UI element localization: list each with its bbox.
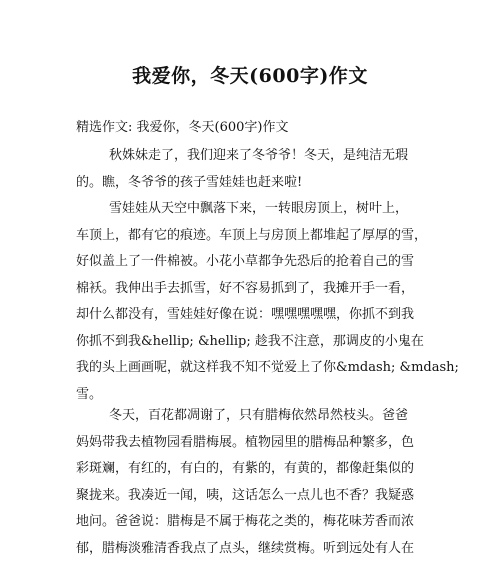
paragraph-3 <box>76 403 436 562</box>
paragraph-line: 好似盖上了一件棉被。小花小草都争先恐后的抢着自己的雪 <box>76 254 415 269</box>
paragraph-line: 却什么都没有，雪娃娃好像在说：嘿嘿嘿嘿嘿，你抓不到我 <box>76 307 415 322</box>
paragraph-line: 我的头上画画呢，就这样我不知不觉爱上了你&mdash; &mdash; <box>76 360 459 375</box>
paragraph-line: 的。瞧，冬爷爷的孩子雪娃娃也赶来啦! <box>76 174 303 190</box>
page-title: 我爱你，冬天(600字)作文 <box>132 65 368 87</box>
paragraph-line: 你抓不到我&hellip; &hellip; 趁我不注意，那调皮的小鬼在 <box>76 333 424 349</box>
paragraph-2 <box>76 196 459 408</box>
paragraph-line: 棉袄。我伸出手去抓雪，好不容易抓到了，我摊开手一看， <box>76 280 415 296</box>
paragraph-1 <box>76 143 436 196</box>
paragraph-line: 聚拢来。我凑近一闻，咦，这话怎么一点儿也不香？我疑惑 <box>76 487 415 503</box>
paragraph-line: 雪。 <box>76 386 103 402</box>
paragraph-line: 妈妈带我去植物园看腊梅展。植物园里的腊梅品种繁多，色 <box>76 434 415 450</box>
paragraph-line: 彩斑斓，有红的，有白的，有紫的，有黄的，都像赶集似的 <box>76 461 415 476</box>
paragraph-line: 冬天，百花都凋谢了，只有腊梅依然昂然枝头。爸爸 <box>76 408 409 423</box>
paragraph-line: 秋姝妹走了，我们迎来了冬爷爷！冬天，是纯洁无瑕 <box>76 148 409 163</box>
paragraph-line: 雪娃娃从天空中飘落下来，一转眼房顶上，树叶上， <box>76 201 409 216</box>
paragraph-line: 车顶上，都有它的痕迹。车顶上与房顶上都堆起了厚厚的雪， <box>76 227 428 243</box>
paragraph-line: 郁，腊梅淡雅清香我点了点头，继续赏梅。听到远处有人在 <box>76 540 415 556</box>
paragraph-line: 地问。爸爸说：腊梅是不属于梅花之类的，梅花味芳香而浓 <box>76 514 415 529</box>
page-subtitle: 精选作文: 我爱你，冬天(600字)作文 <box>76 120 289 135</box>
